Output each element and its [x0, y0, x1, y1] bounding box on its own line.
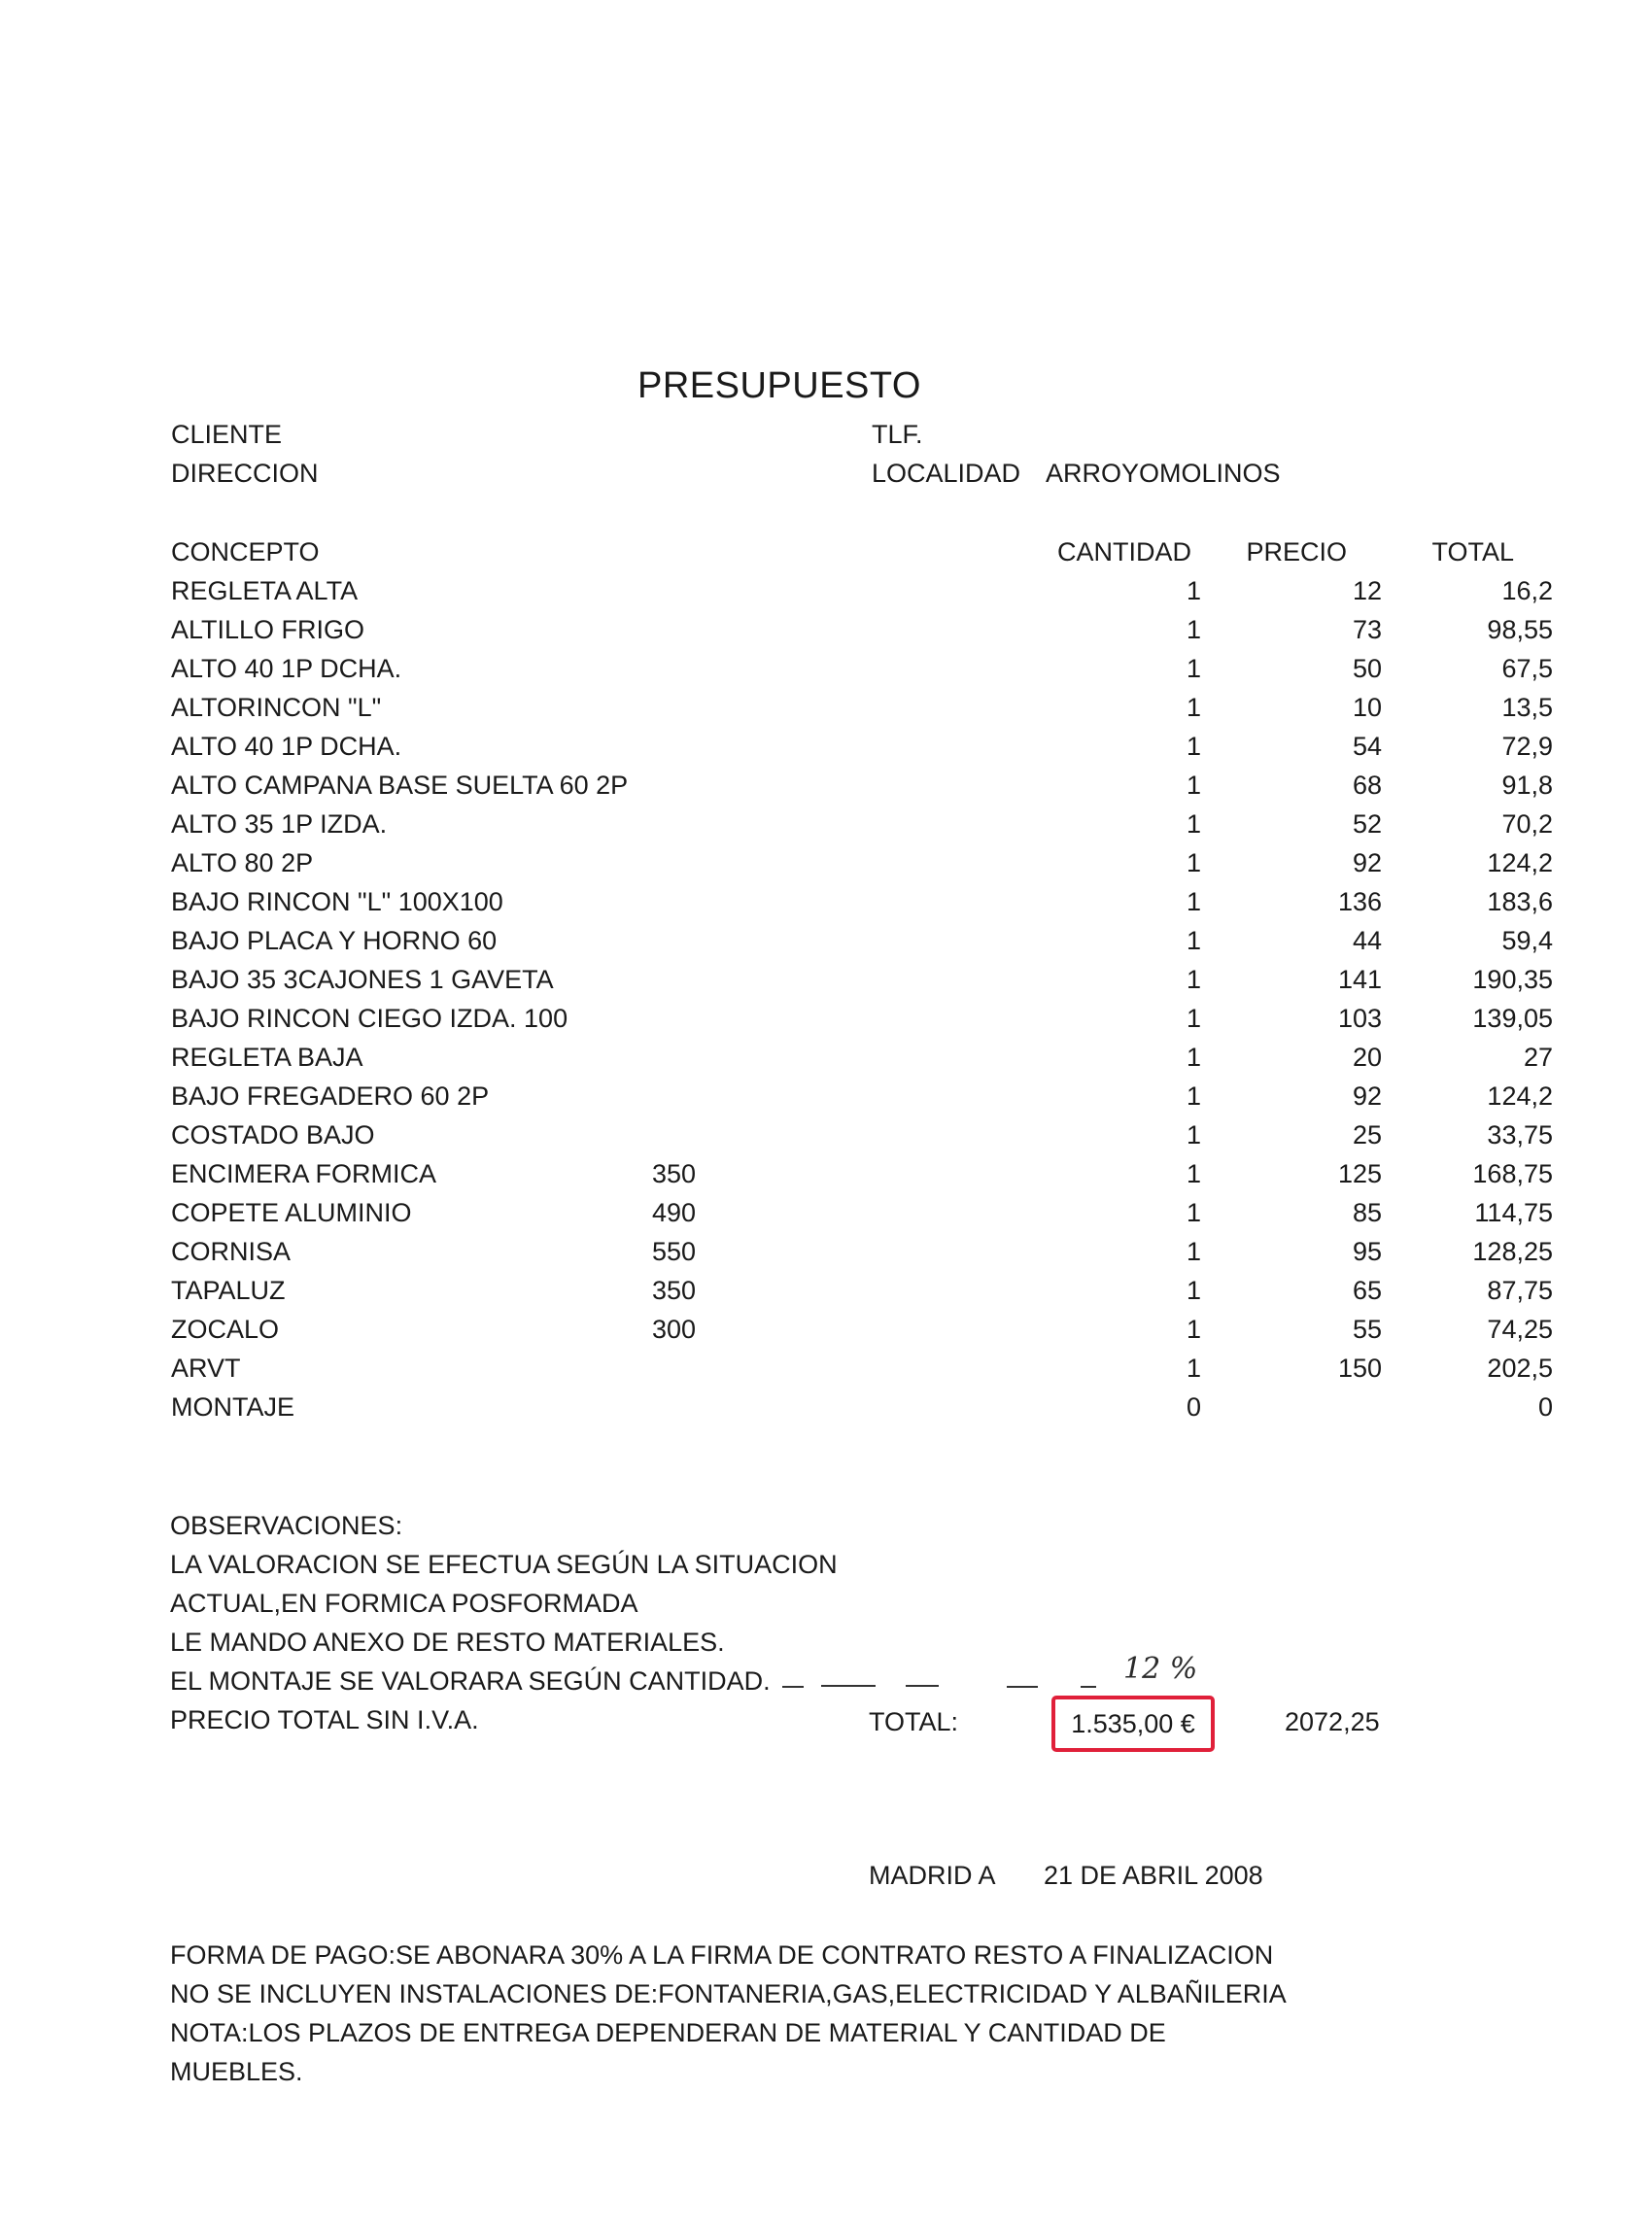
- item-concepto: ENCIMERA FORMICA: [171, 1159, 437, 1188]
- item-precio: 92: [1352, 1081, 1382, 1111]
- table-row: [171, 999, 1553, 1038]
- item-precio: 136: [1337, 887, 1382, 916]
- item-cantidad: 1: [1186, 1159, 1201, 1188]
- item-precio: 73: [1352, 615, 1382, 644]
- item-cantidad: 1: [1186, 1276, 1201, 1305]
- table-row: [171, 960, 1553, 999]
- item-total: 0: [1537, 1392, 1553, 1422]
- table-row: [171, 1115, 1553, 1154]
- item-precio: 12: [1352, 576, 1382, 605]
- item-concepto: ALTO 40 1P DCHA.: [171, 732, 402, 761]
- item-concepto: ZOCALO: [171, 1315, 280, 1344]
- item-concepto: ALTO 40 1P DCHA.: [171, 654, 402, 683]
- precio-total-label: PRECIO TOTAL SIN I.V.A.: [170, 1705, 479, 1734]
- table-row: [171, 805, 1553, 843]
- table-row: [171, 649, 1553, 688]
- item-cantidad: 1: [1186, 1354, 1201, 1383]
- item-cantidad: 1: [1186, 615, 1201, 644]
- item-precio: 141: [1337, 965, 1382, 994]
- item-cantidad: 1: [1186, 1198, 1201, 1227]
- header-concepto: CONCEPTO: [171, 537, 320, 566]
- item-cantidad: 1: [1186, 693, 1201, 722]
- item-medida: 550: [651, 1237, 696, 1266]
- header-precio: PRECIO: [1246, 537, 1347, 566]
- item-cantidad: 1: [1186, 1081, 1201, 1111]
- item-total: 87,75: [1487, 1276, 1553, 1305]
- item-total: 70,2: [1501, 809, 1553, 839]
- item-total: 139,05: [1472, 1004, 1553, 1033]
- header-total: TOTAL: [1431, 537, 1514, 566]
- table-row: [171, 1388, 1553, 1426]
- table-row: [171, 843, 1553, 882]
- item-total: 124,2: [1487, 848, 1553, 877]
- locality-value: ARROYOMOLINOS: [1046, 459, 1281, 488]
- item-precio: 10: [1352, 693, 1382, 722]
- item-concepto: CORNISA: [171, 1237, 292, 1266]
- footer-note: NOTA:LOS PLAZOS DE ENTREGA DEPENDERAN DE MATERIAL Y CANTIDAD DE: [170, 2018, 1166, 2047]
- item-cantidad: 1: [1186, 576, 1201, 605]
- item-precio: 52: [1352, 809, 1382, 839]
- item-concepto: MONTAJE: [171, 1392, 294, 1422]
- item-cantidad: 1: [1186, 965, 1201, 994]
- table-row: [171, 1193, 1553, 1232]
- item-precio: 54: [1352, 732, 1382, 761]
- item-concepto: ARVT: [171, 1354, 241, 1383]
- table-row: [171, 1310, 1553, 1349]
- item-medida: 350: [651, 1159, 696, 1188]
- table-row: [171, 1038, 1553, 1077]
- item-precio: 92: [1352, 848, 1382, 877]
- item-precio: 95: [1352, 1237, 1382, 1266]
- document-title: PRESUPUESTO: [637, 365, 921, 406]
- address-label: DIRECCION: [171, 459, 319, 488]
- item-cantidad: 1: [1186, 926, 1201, 955]
- item-cantidad: 1: [1186, 1120, 1201, 1149]
- handwritten-dash: [782, 1686, 804, 1688]
- table-row: [171, 1154, 1553, 1193]
- table-row: [171, 1077, 1553, 1115]
- item-total: 98,55: [1487, 615, 1553, 644]
- locality-label: LOCALIDAD: [872, 459, 1021, 488]
- table-row: [171, 1232, 1553, 1271]
- item-total: 183,6: [1487, 887, 1553, 916]
- item-cantidad: 1: [1186, 654, 1201, 683]
- item-total: 72,9: [1501, 732, 1553, 761]
- item-total: 67,5: [1501, 654, 1553, 683]
- item-total: 202,5: [1487, 1354, 1553, 1383]
- computed-total: 2072,25: [1285, 1707, 1380, 1736]
- item-concepto: REGLETA BAJA: [171, 1043, 363, 1072]
- item-precio: 125: [1337, 1159, 1382, 1188]
- item-cantidad: 1: [1186, 1043, 1201, 1072]
- item-total: 128,25: [1472, 1237, 1553, 1266]
- table-body: [171, 571, 1553, 1426]
- handwritten-dash: [1081, 1686, 1096, 1688]
- phone-label: TLF.: [872, 420, 923, 449]
- item-cantidad: 1: [1186, 1315, 1201, 1344]
- item-precio: 20: [1352, 1043, 1382, 1072]
- item-total: 168,75: [1472, 1159, 1553, 1188]
- item-precio: 44: [1352, 926, 1382, 955]
- boxed-total: 1.535,00 €: [1051, 1696, 1215, 1752]
- item-cantidad: 1: [1186, 848, 1201, 877]
- item-total: 114,75: [1474, 1198, 1553, 1227]
- table-row: [171, 921, 1553, 960]
- item-cantidad: 1: [1186, 809, 1201, 839]
- item-precio: 50: [1352, 654, 1382, 683]
- table-row: [171, 1349, 1553, 1388]
- table-row: [171, 571, 1553, 610]
- table-row: [171, 882, 1553, 921]
- item-cantidad: 1: [1186, 1004, 1201, 1033]
- item-concepto: BAJO PLACA Y HORNO 60: [171, 926, 498, 955]
- item-concepto: ALTO 80 2P: [171, 848, 314, 877]
- item-cantidad: 1: [1186, 1237, 1201, 1266]
- item-cantidad: 1: [1186, 771, 1201, 800]
- handwritten-dash: [1007, 1686, 1038, 1688]
- item-total: 13,5: [1501, 693, 1553, 722]
- item-precio: 55: [1352, 1315, 1382, 1344]
- item-concepto: ALTO CAMPANA BASE SUELTA 60 2P: [171, 771, 629, 800]
- table-row: [171, 1271, 1553, 1310]
- item-concepto: ALTORINCON "L": [171, 693, 382, 722]
- item-precio: 25: [1352, 1120, 1382, 1149]
- item-medida: 350: [651, 1276, 696, 1305]
- item-precio: 68: [1352, 771, 1382, 800]
- observaciones-line: EL MONTAJE SE VALORARA SEGÚN CANTIDAD.: [170, 1666, 771, 1696]
- handwritten-dash: [821, 1685, 876, 1687]
- item-concepto: COSTADO BAJO: [171, 1120, 375, 1149]
- client-label: CLIENTE: [171, 420, 283, 449]
- item-total: 190,35: [1472, 965, 1553, 994]
- footer-note: MUEBLES.: [170, 2057, 303, 2086]
- item-concepto: BAJO RINCON "L" 100X100: [171, 887, 503, 916]
- table-row: [171, 766, 1553, 805]
- item-medida: 490: [651, 1198, 696, 1227]
- table-header-row: [171, 532, 1514, 571]
- item-total: 27: [1523, 1043, 1553, 1072]
- footer-note: FORMA DE PAGO:SE ABONARA 30% A LA FIRMA DE CONTRATO RESTO A FINALIZACION: [170, 1940, 1274, 1970]
- table-row: [171, 688, 1553, 727]
- items-table: [171, 532, 1553, 1426]
- item-concepto: TAPALUZ: [171, 1276, 286, 1305]
- total-label: TOTAL:: [869, 1707, 959, 1736]
- item-concepto: BAJO RINCON CIEGO IZDA. 100: [171, 1004, 568, 1033]
- item-total: 59,4: [1501, 926, 1553, 955]
- item-concepto: BAJO 35 3CAJONES 1 GAVETA: [171, 965, 554, 994]
- item-total: 91,8: [1501, 771, 1553, 800]
- item-concepto: ALTO 35 1P IZDA.: [171, 809, 388, 839]
- item-precio: 103: [1337, 1004, 1382, 1033]
- observaciones-line: ACTUAL,EN FORMICA POSFORMADA: [170, 1589, 638, 1618]
- item-concepto: COPETE ALUMINIO: [171, 1198, 412, 1227]
- item-precio: 85: [1352, 1198, 1382, 1227]
- handwritten-dash: [906, 1685, 939, 1687]
- item-concepto: BAJO FREGADERO 60 2P: [171, 1081, 490, 1111]
- header-cantidad: CANTIDAD: [1056, 537, 1191, 566]
- item-total: 33,75: [1487, 1120, 1553, 1149]
- item-total: 124,2: [1487, 1081, 1553, 1111]
- item-cantidad: 1: [1186, 732, 1201, 761]
- footer-note: NO SE INCLUYEN INSTALACIONES DE:FONTANERIA,GAS,ELECTRICIDAD Y ALBAÑILERIA: [170, 1979, 1287, 2008]
- item-total: 16,2: [1501, 576, 1553, 605]
- item-concepto: REGLETA ALTA: [171, 576, 359, 605]
- observaciones-label: OBSERVACIONES:: [170, 1511, 403, 1540]
- table-row: [171, 727, 1553, 766]
- item-precio: 65: [1352, 1276, 1382, 1305]
- item-concepto: ALTILLO FRIGO: [171, 615, 365, 644]
- item-precio: 150: [1337, 1354, 1382, 1383]
- item-cantidad: 1: [1186, 887, 1201, 916]
- document-date: 21 DE ABRIL 2008: [1044, 1861, 1263, 1890]
- observaciones-line: LA VALORACION SE EFECTUA SEGÚN LA SITUACION: [170, 1550, 838, 1579]
- table-row: [171, 610, 1553, 649]
- city-label: MADRID A: [869, 1861, 996, 1890]
- observaciones-line: LE MANDO ANEXO DE RESTO MATERIALES.: [170, 1628, 725, 1657]
- handwritten-discount: 12 %: [1123, 1652, 1198, 1686]
- item-cantidad: 0: [1186, 1392, 1201, 1422]
- item-total: 74,25: [1487, 1315, 1553, 1344]
- item-medida: 300: [651, 1315, 696, 1344]
